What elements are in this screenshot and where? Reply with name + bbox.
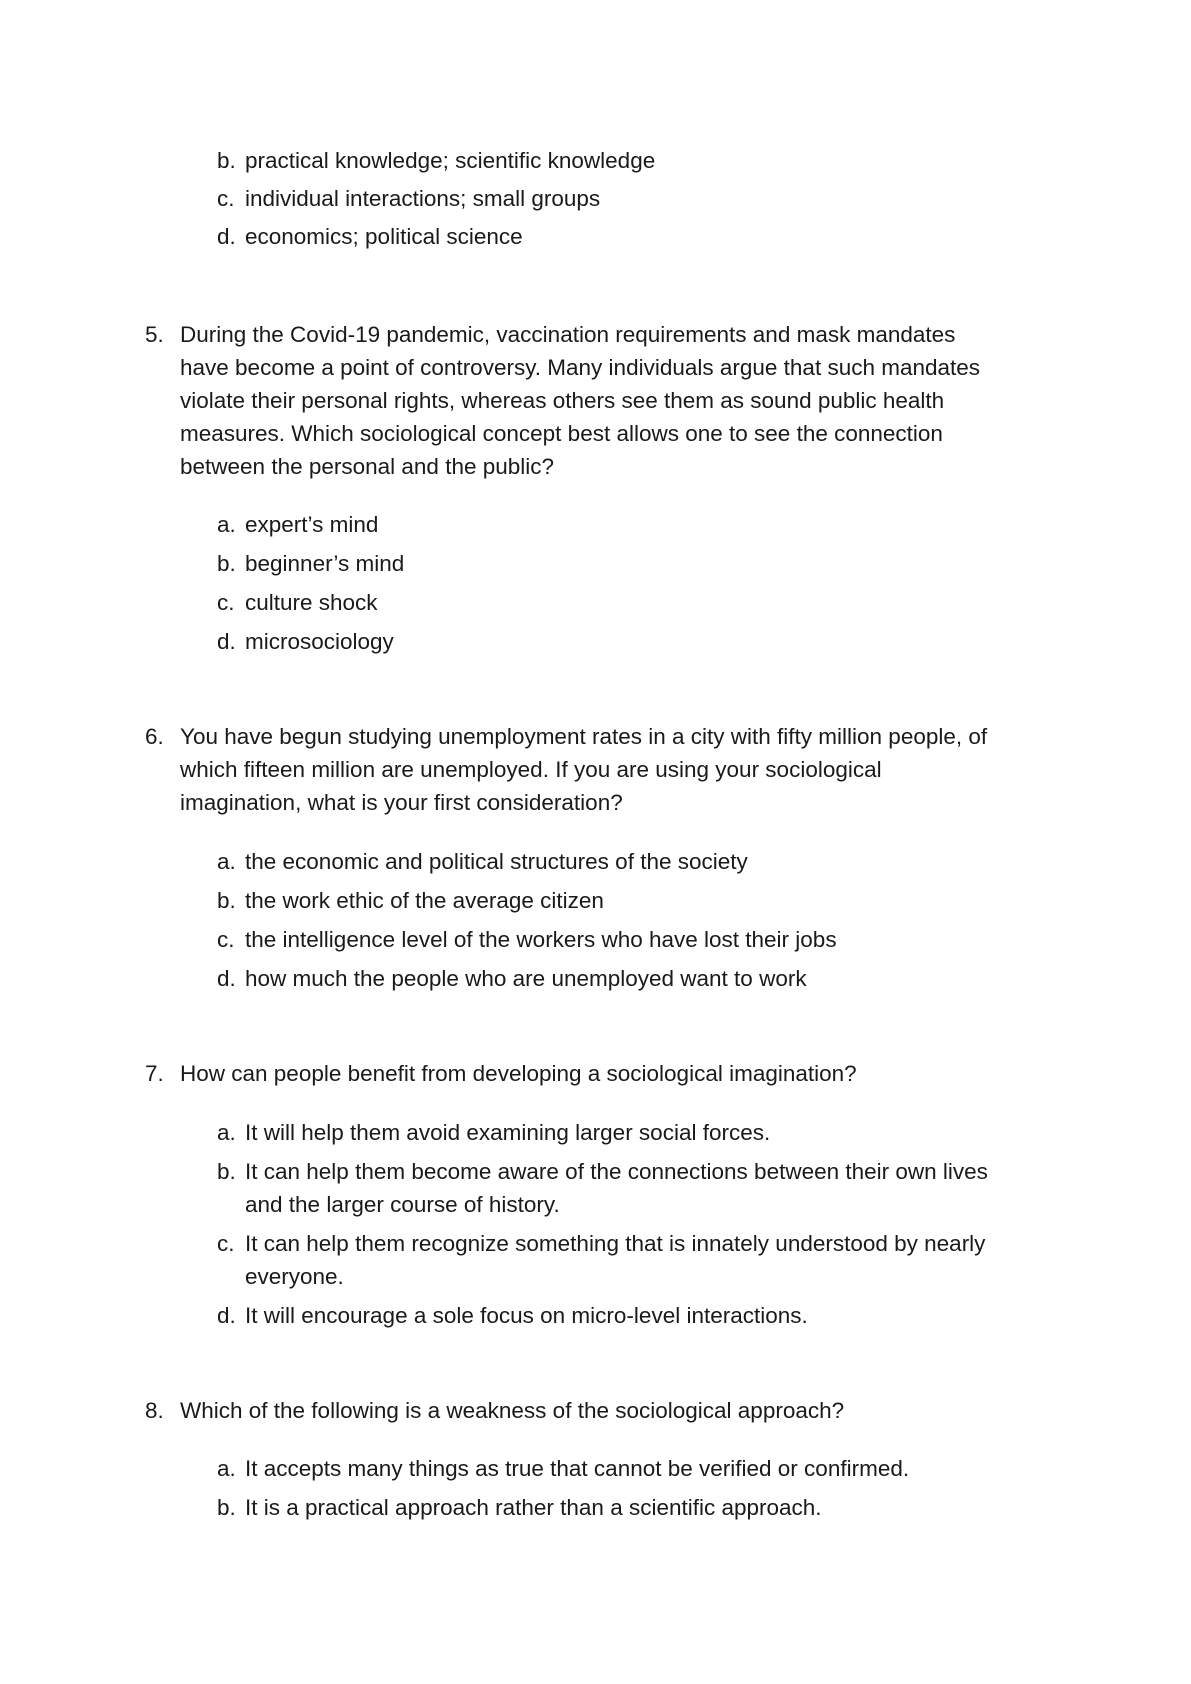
question-text-line: During the Covid-19 pandemic, vaccination requirements and mask mandates [180,322,956,347]
question-text-line: Which of the following is a weakness of the sociological approach? [180,1398,845,1423]
question-text-line: How can people benefit from developing a sociological imagination? [180,1061,857,1086]
option-b: b. practical knowledge; scientific knowledge [217,148,656,173]
option-c: c. culture shock [217,590,378,615]
question-text-line: measures. Which sociological concept best allows one to see the connection [180,421,943,446]
option-c: c. the intelligence level of the workers who have lost their jobs [217,927,837,952]
question-text-line: which fifteen million are unemployed. If you are using your sociological [180,757,882,782]
option-d: d. microsociology [217,629,394,654]
question-text-line: between the personal and the public? [180,454,555,479]
question-text-line: You have begun studying unemployment rates in a city with fifty million people, of [180,724,988,749]
option-b: b. beginner’s mind [217,551,405,576]
question-number: 7. [145,1061,164,1086]
option-a: a. It accepts many things as true that cannot be verified or confirmed. [217,1456,910,1481]
question-number: 6. [145,724,164,749]
option-c-continuation: everyone. [245,1264,344,1289]
option-a: a. the economic and political structures of the society [217,849,748,874]
option-a: a. expert’s mind [217,512,379,537]
question-number: 8. [145,1398,164,1423]
question-text-line: imagination, what is your first consideration? [180,790,623,815]
option-b-continuation: and the larger course of history. [245,1192,560,1217]
option-a: a. It will help them avoid examining larger social forces. [217,1120,771,1145]
option-d: d. how much the people who are unemployed want to work [217,966,807,991]
option-b: b. the work ethic of the average citizen [217,888,604,913]
question-text-line: have become a point of controversy. Many individuals argue that such mandates [180,355,981,380]
question-number: 5. [145,322,164,347]
option-b: b. It is a practical approach rather than a scientific approach. [217,1495,822,1520]
option-c: c. It can help them recognize something that is innately understood by nearly [217,1231,986,1256]
option-c: c. individual interactions; small groups [217,186,601,211]
option-d: d. It will encourage a sole focus on micro-level interactions. [217,1303,808,1328]
option-b: b. It can help them become aware of the connections between their own lives [217,1159,988,1184]
option-d: d. economics; political science [217,224,523,249]
question-text-line: violate their personal rights, whereas others see them as sound public health [180,388,945,413]
